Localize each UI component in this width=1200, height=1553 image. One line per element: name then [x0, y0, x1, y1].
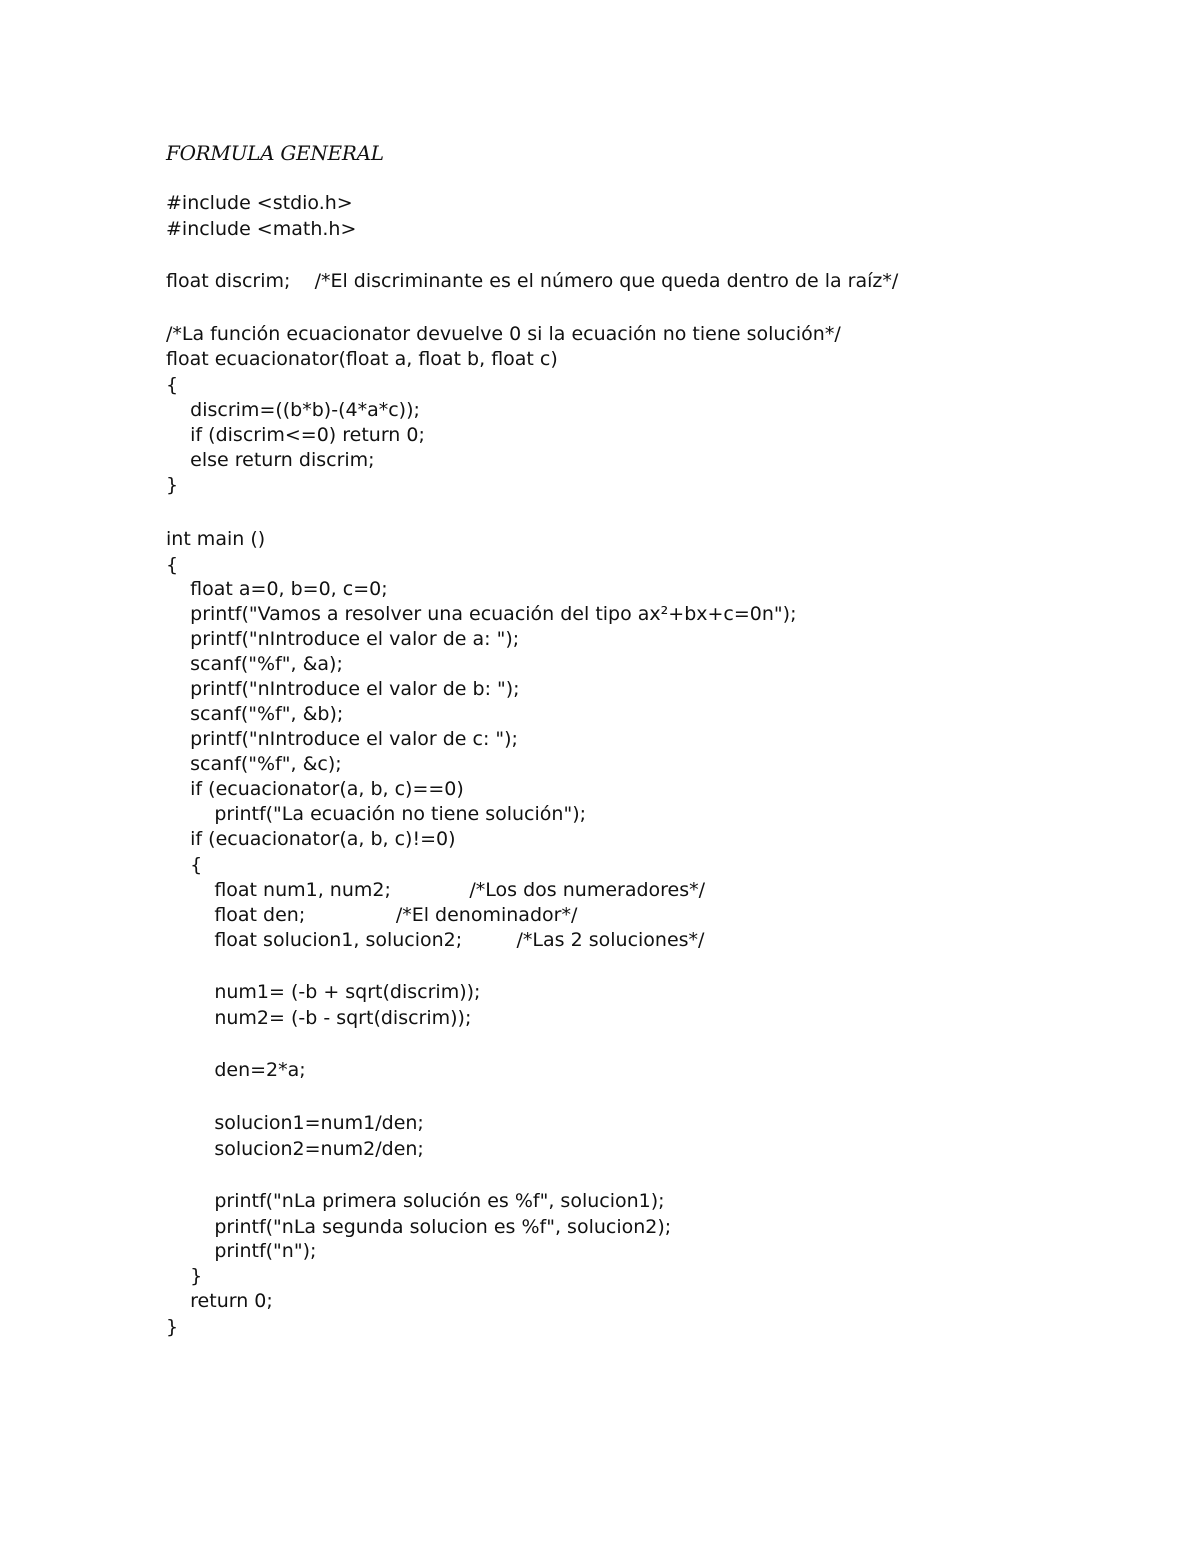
code-line: float den; /*El denominador*/: [166, 904, 578, 926]
code-line: solucion1=num1/den;: [166, 1112, 424, 1134]
code-line: float discrim; /*El discriminante es el número que queda dentro de la raíz*/: [166, 270, 899, 292]
code-line: {: [166, 554, 179, 576]
code-line: printf("nIntroduce el valor de c: ");: [166, 728, 518, 750]
code-line: if (discrim<=0) return 0;: [166, 424, 425, 446]
code-line: {: [166, 374, 179, 396]
code-line: if (ecuacionator(a, b, c)==0): [166, 778, 464, 800]
code-line: /*La función ecuacionator devuelve 0 si la ecuación no tiene solución*/: [166, 323, 841, 345]
code-line: return 0;: [166, 1290, 273, 1312]
code-line: else return discrim;: [166, 449, 375, 471]
code-line: scanf("%f", &c);: [166, 753, 342, 775]
code-line: printf("nLa primera solución es %f", solucion1);: [166, 1190, 665, 1212]
code-line: printf("nIntroduce el valor de a: ");: [166, 628, 520, 650]
code-line: float a=0, b=0, c=0;: [166, 578, 388, 600]
code-line: float num1, num2; /*Los dos numeradores*/: [166, 879, 706, 901]
code-line: int main (): [166, 528, 266, 550]
code-line: float ecuacionator(float a, float b, float c): [166, 348, 558, 370]
code-line: printf("nLa segunda solucion es %f", solucion2);: [166, 1216, 672, 1238]
code-line: }: [166, 1316, 179, 1338]
document-title: FORMULA GENERAL: [166, 141, 384, 165]
code-line: }: [166, 1265, 203, 1287]
code-line: num1= (-b + sqrt(discrim));: [166, 981, 481, 1003]
code-line: printf("Vamos a resolver una ecuación del tipo ax²+bx+c=0n");: [166, 603, 797, 625]
code-line: printf("La ecuación no tiene solución");: [166, 803, 587, 825]
code-line: num2= (-b - sqrt(discrim));: [166, 1007, 472, 1029]
code-line: float solucion1, solucion2; /*Las 2 soluciones*/: [166, 929, 705, 951]
code-line: }: [166, 474, 179, 496]
code-line: printf("nIntroduce el valor de b: ");: [166, 678, 520, 700]
code-line: discrim=((b*b)-(4*a*c));: [166, 399, 420, 421]
code-line: den=2*a;: [166, 1059, 306, 1081]
code-line: {: [166, 854, 203, 876]
code-line: #include <stdio.h>: [166, 192, 353, 214]
code-line: scanf("%f", &b);: [166, 703, 344, 725]
code-line: scanf("%f", &a);: [166, 653, 343, 675]
code-line: #include <math.h>: [166, 218, 357, 240]
code-line: printf("n");: [166, 1240, 317, 1262]
code-line: if (ecuacionator(a, b, c)!=0): [166, 828, 456, 850]
code-line: solucion2=num2/den;: [166, 1138, 424, 1160]
